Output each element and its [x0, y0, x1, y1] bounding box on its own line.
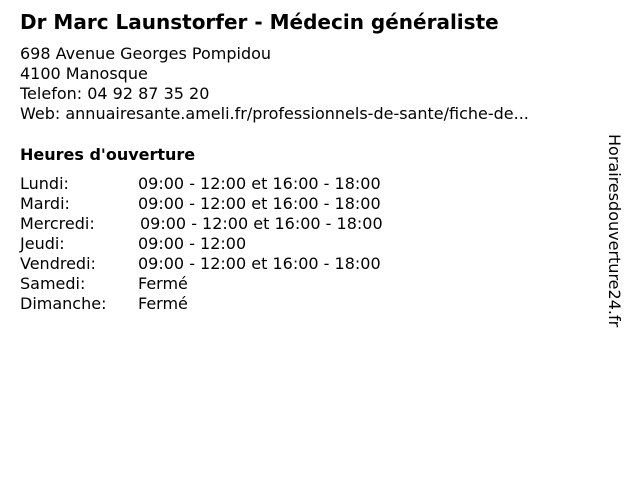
day-label: Mardi:	[20, 194, 70, 213]
opening-hours-heading: Heures d'ouverture	[20, 145, 196, 164]
time-range: 09:00 - 12:00	[138, 234, 247, 253]
day-label: Jeudi:	[20, 234, 65, 253]
hours-row-friday	[20, 254, 440, 274]
hours-row-thursday	[20, 234, 440, 254]
day-label: Vendredi:	[20, 254, 96, 273]
opening-hours-table	[20, 174, 440, 314]
contact-info	[20, 44, 529, 124]
time-range: Fermé	[138, 274, 188, 293]
time-range: 09:00 - 12:00 et 16:00 - 18:00	[138, 254, 381, 273]
day-label: Lundi:	[20, 174, 69, 193]
street-address: 698 Avenue Georges Pompidou	[20, 44, 272, 63]
hours-row-tuesday	[20, 194, 440, 214]
hours-row-monday	[20, 174, 440, 194]
day-label: Dimanche:	[20, 294, 107, 313]
hours-row-saturday	[20, 274, 440, 294]
time-range: 09:00 - 12:00 et 16:00 - 18:00	[138, 194, 381, 213]
phone-number: Telefon: 04 92 87 35 20	[20, 84, 210, 103]
city: 4100 Manosque	[20, 64, 148, 83]
day-label: Samedi:	[20, 274, 86, 293]
time-range: 09:00 - 12:00 et 16:00 - 18:00	[140, 214, 383, 233]
page-title: Dr Marc Launstorfer - Médecin généraliste	[20, 10, 499, 34]
hours-row-sunday	[20, 294, 440, 314]
website: Web: annuairesante.ameli.fr/professionnels-de-sante/fiche-de...	[20, 104, 529, 123]
day-label: Mercredi:	[20, 214, 95, 233]
site-watermark: Horairesdouverture24.fr	[605, 134, 624, 328]
time-range: Fermé	[138, 294, 188, 313]
hours-row-wednesday	[20, 214, 440, 234]
time-range: 09:00 - 12:00 et 16:00 - 18:00	[138, 174, 381, 193]
